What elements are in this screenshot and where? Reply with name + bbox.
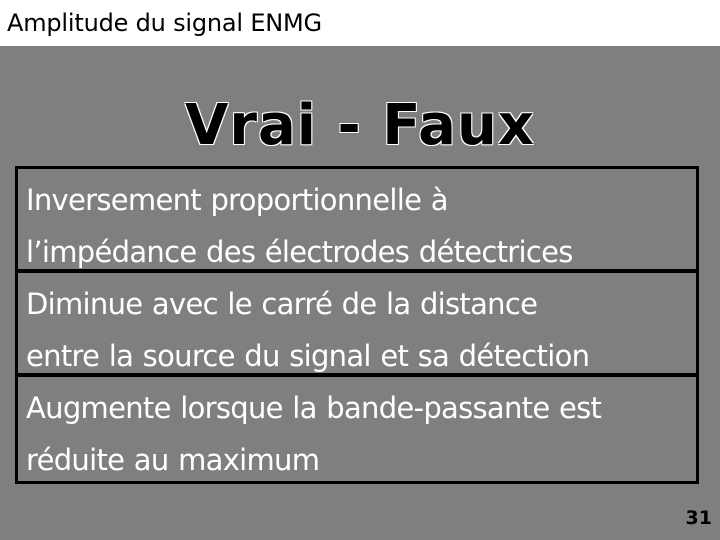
statement-box-2[interactable] — [15, 270, 699, 376]
statement-2-line-1: Diminue avec le carré de la distance — [26, 287, 538, 321]
header-bar — [0, 0, 720, 46]
statement-2-line-2: entre la source du signal et sa détection — [26, 339, 590, 373]
statement-text-3 — [26, 382, 696, 486]
statement-text-2 — [26, 278, 696, 382]
slide-title: Vrai - Faux — [185, 93, 535, 158]
statement-3-line-2: réduite au maximum — [26, 443, 320, 477]
statement-box-1[interactable] — [15, 166, 699, 272]
statement-1-line-1: Inversement proportionnelle à — [26, 183, 448, 217]
statement-text-1 — [26, 174, 696, 278]
statement-1-line-2: l’impédance des électrodes détectrices — [26, 235, 573, 269]
statement-3-line-1: Augmente lorsque la bande-passante est — [26, 391, 602, 425]
page-number: 31 — [685, 507, 712, 529]
header-title: Amplitude du signal ENMG — [7, 9, 322, 37]
statement-box-3[interactable] — [15, 374, 699, 484]
